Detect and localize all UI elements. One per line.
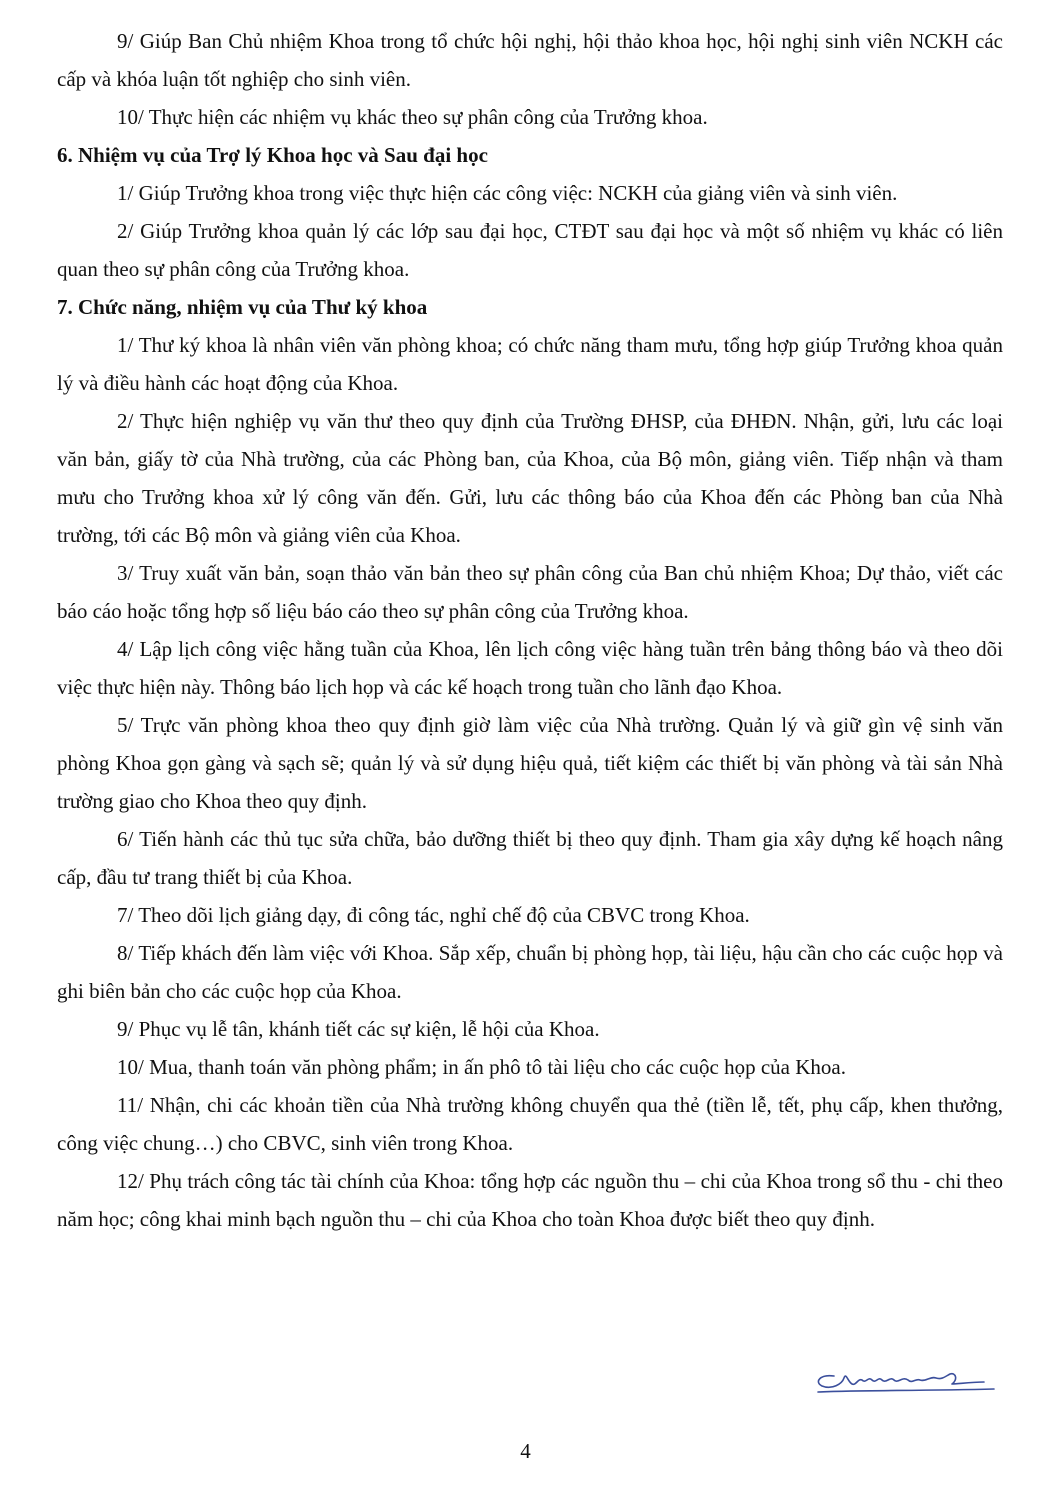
paragraph-9: 9/ Giúp Ban Chủ nhiệm Khoa trong tổ chức hội nghị, hội thảo khoa học, hội nghị sinh viên NCKH các cấp và khóa luận tốt nghiệp cho sinh viên. [57,29,1003,91]
paragraph-10: 10/ Thực hiện các nhiệm vụ khác theo sự phân công của Trưởng khoa. [117,105,708,129]
section-6-heading: 6. Nhiệm vụ của Trợ lý Khoa học và Sau đại học [57,143,488,167]
section-7-item-2: 2/ Thực hiện nghiệp vụ văn thư theo quy định của Trường ĐHSP, của ĐHĐN. Nhận, gửi, lưu các loại văn bản, giấy tờ của Nhà trường, của các Phòng ban, của Khoa, của Bộ môn, giảng viên. Tiếp nhận và tham mưu cho Trưởng khoa xử lý công văn đến. Gửi, lưu các thông báo của Khoa đến các Phòng ban của Nhà trường, tới các Bộ môn và giảng viên của Khoa. [57,409,1003,547]
section-7-item-7: 7/ Theo dõi lịch giảng dạy, đi công tác, nghỉ chế độ của CBVC trong Khoa. [117,903,750,927]
section-6-item-1: 1/ Giúp Trưởng khoa trong việc thực hiện các công việc: NCKH của giảng viên và sinh viên. [117,181,898,205]
section-7-item-4: 4/ Lập lịch công việc hằng tuần của Khoa, lên lịch công việc hàng tuần trên bảng thông báo và theo dõi việc thực hiện này. Thông báo lịch họp và các kế hoạch trong tuần cho lãnh đạo Khoa. [57,637,1003,699]
section-7-item-11: 11/ Nhận, chi các khoản tiền của Nhà trường không chuyển qua thẻ (tiền lễ, tết, phụ cấp, khen thưởng, công việc chung…) cho CBVC, sinh viên trong Khoa. [57,1093,1003,1155]
section-7-item-12: 12/ Phụ trách công tác tài chính của Khoa: tổng hợp các nguồn thu – chi của Khoa trong sổ thu - chi theo năm học; công khai minh bạch nguồn thu – chi của Khoa cho toàn Khoa được biết theo quy định. [57,1169,1003,1231]
section-7-item-9: 9/ Phục vụ lễ tân, khánh tiết các sự kiện, lễ hội của Khoa. [117,1017,600,1041]
document-page [57,22,1003,1238]
section-7-item-3: 3/ Truy xuất văn bản, soạn thảo văn bản theo sự phân công của Ban chủ nhiệm Khoa; Dự thảo, viết các báo cáo hoặc tổng hợp số liệu báo cáo theo sự phân công của Trưởng khoa. [57,561,1003,623]
section-7-heading: 7. Chức năng, nhiệm vụ của Thư ký khoa [57,295,428,319]
section-7-item-10: 10/ Mua, thanh toán văn phòng phẩm; in ấn phô tô tài liệu cho các cuộc họp của Khoa. [117,1055,846,1079]
page-number: 4 [520,1439,531,1463]
section-6-item-2: 2/ Giúp Trưởng khoa quản lý các lớp sau đại học, CTĐT sau đại học và một số nhiệm vụ khác có liên quan theo sự phân công của Trưởng khoa. [57,219,1003,281]
section-7-item-1: 1/ Thư ký khoa là nhân viên văn phòng khoa; có chức năng tham mưu, tổng hợp giúp Trưởng khoa quản lý và điều hành các hoạt động của Khoa. [57,333,1003,395]
section-7-item-8: 8/ Tiếp khách đến làm việc với Khoa. Sắp xếp, chuẩn bị phòng họp, tài liệu, hậu cần cho các cuộc họp và ghi biên bản cho các cuộc họp của Khoa. [57,941,1003,1003]
section-7-item-6: 6/ Tiến hành các thủ tục sửa chữa, bảo dưỡng thiết bị theo quy định. Tham gia xây dựng kế hoạch nâng cấp, đầu tư trang thiết bị của Khoa. [57,827,1003,889]
signature-initials-icon [808,1362,998,1402]
section-7-item-5: 5/ Trực văn phòng khoa theo quy định giờ làm việc của Nhà trường. Quản lý và giữ gìn vệ sinh văn phòng Khoa gọn gàng và sạch sẽ; quản lý và sử dụng hiệu quả, tiết kiệm các thiết bị văn phòng và tài sản Nhà trường giao cho Khoa theo quy định. [57,713,1003,813]
